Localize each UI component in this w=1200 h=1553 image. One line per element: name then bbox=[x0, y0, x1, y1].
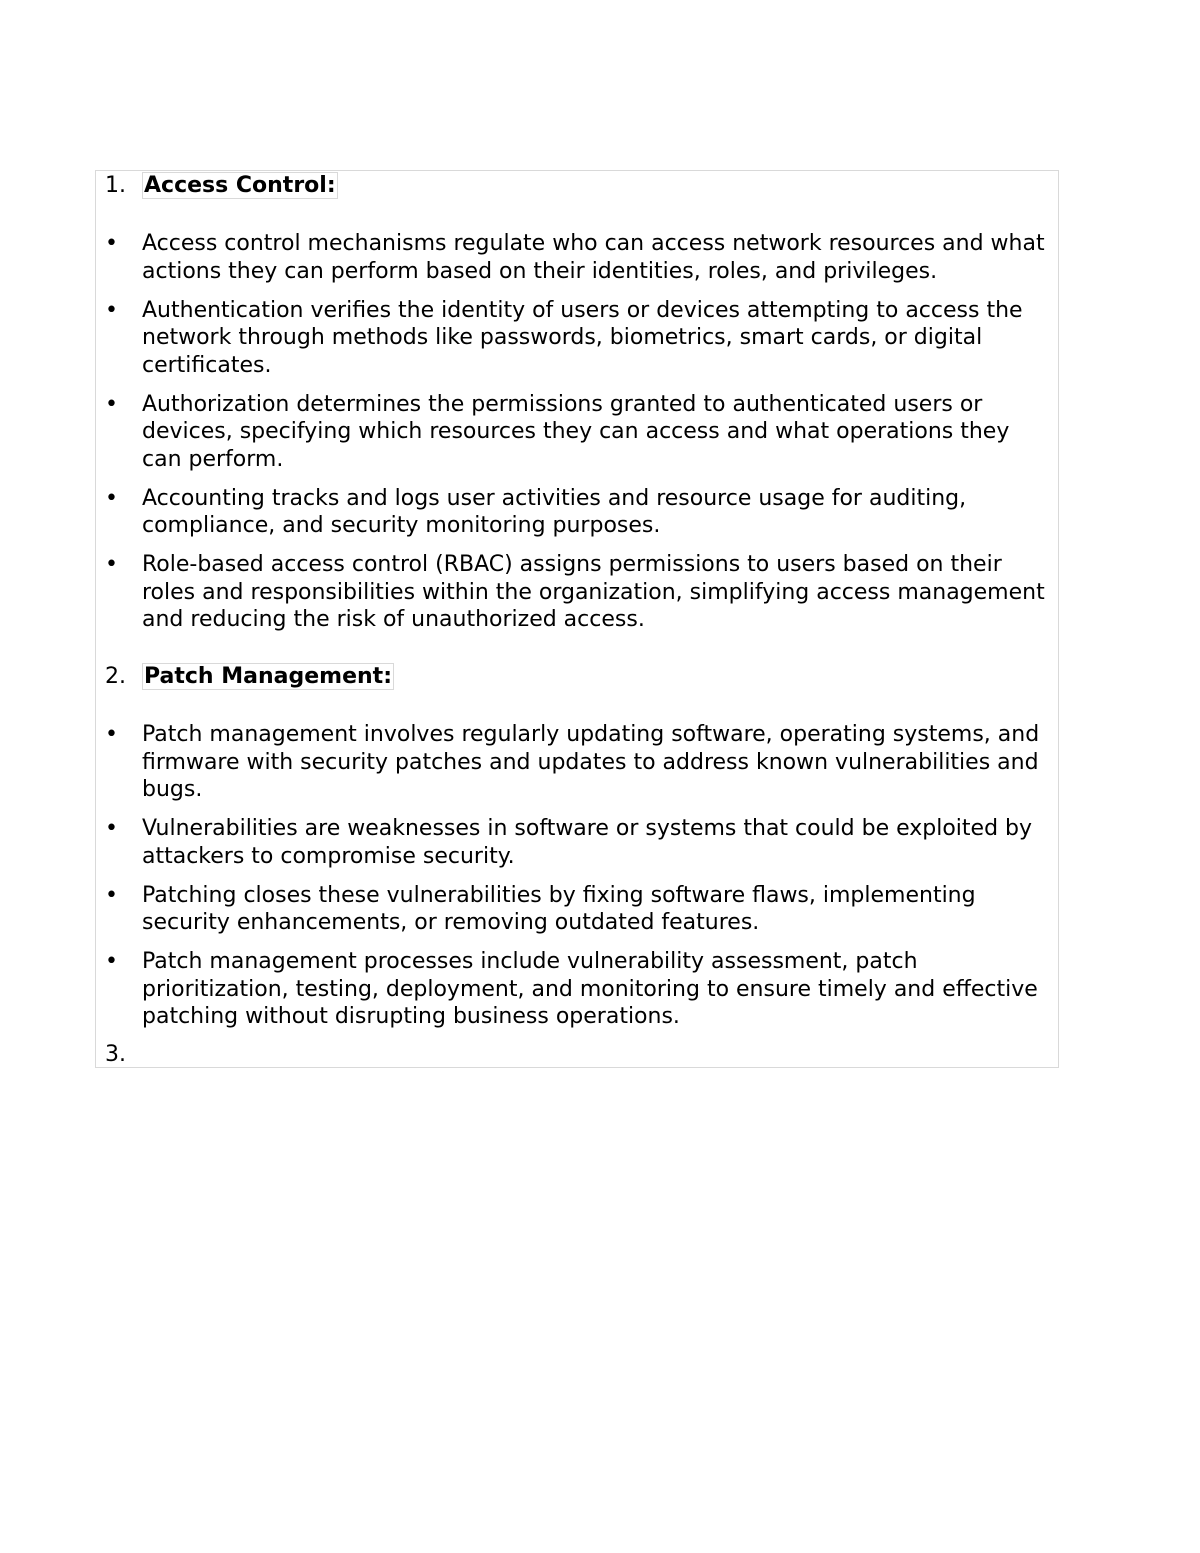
bullet-icon: • bbox=[105, 949, 118, 974]
bullet-icon: • bbox=[105, 722, 118, 747]
list-item bbox=[96, 815, 1058, 870]
patch-management-bullet-list bbox=[96, 721, 1058, 1042]
bullet-icon: • bbox=[105, 816, 118, 841]
section-number: 2. bbox=[105, 664, 126, 689]
list-item bbox=[96, 391, 1058, 474]
list-item bbox=[96, 297, 1058, 380]
section-heading-patch-management bbox=[105, 663, 394, 691]
bullet-icon: • bbox=[105, 882, 118, 908]
list-item bbox=[96, 485, 1058, 540]
list-item-text: Authorization determines the permissions granted to authenticated users or devices, specifying which resources they can access and what operations they can perform. bbox=[142, 391, 1010, 472]
access-control-bullet-list bbox=[96, 230, 1058, 645]
bullet-icon: • bbox=[105, 391, 118, 417]
section-title: Patch Management: bbox=[144, 664, 392, 689]
list-item-text: Accounting tracks and logs user activities and resource usage for auditing, compliance, and security monitoring purposes. bbox=[142, 485, 967, 538]
section-title: Access Control: bbox=[144, 173, 336, 198]
list-item-text: Vulnerabilities are weaknesses in software or systems that could be exploited by attackers to compromise security. bbox=[142, 816, 1033, 869]
bullet-icon: • bbox=[105, 552, 118, 577]
list-item bbox=[96, 948, 1058, 1031]
list-item-text: Patching closes these vulnerabilities by fixing software flaws, implementing security enhancements, or removing outdated features. bbox=[142, 882, 976, 935]
list-item-text: Patch management involves regularly updating software, operating systems, and firmware with security patches and updates to address known vulnerabilities and bugs. bbox=[142, 722, 1040, 802]
list-item-text: Authentication verifies the identity of users or devices attempting to access the network through methods like passwords, biometrics, smart cards, or digital certificates. bbox=[142, 297, 1023, 378]
list-item-text: Patch management processes include vulnerability assessment, patch prioritization, testing, deployment, and monitoring to ensure timely and effective patching without disrupting business operations. bbox=[142, 949, 1038, 1029]
list-item bbox=[96, 721, 1058, 804]
list-item bbox=[96, 882, 1058, 937]
list-item bbox=[96, 551, 1058, 634]
bullet-icon: • bbox=[105, 485, 118, 511]
section-heading-access-control bbox=[105, 172, 338, 200]
document-frame bbox=[95, 170, 1059, 1068]
list-item-text: Access control mechanisms regulate who can access network resources and what actions they can perform based on their identities, roles, and privileges. bbox=[142, 231, 1045, 284]
bullet-icon: • bbox=[105, 231, 118, 256]
list-item-text: Role-based access control (RBAC) assigns permissions to users based on their roles and responsibilities within the organization, simplifying access management and reducing the risk of unauthorized access. bbox=[142, 552, 1045, 632]
section-number-3: 3. bbox=[105, 1042, 126, 1067]
section-number: 1. bbox=[105, 173, 126, 198]
bullet-icon: • bbox=[105, 297, 118, 323]
list-item bbox=[96, 230, 1058, 285]
